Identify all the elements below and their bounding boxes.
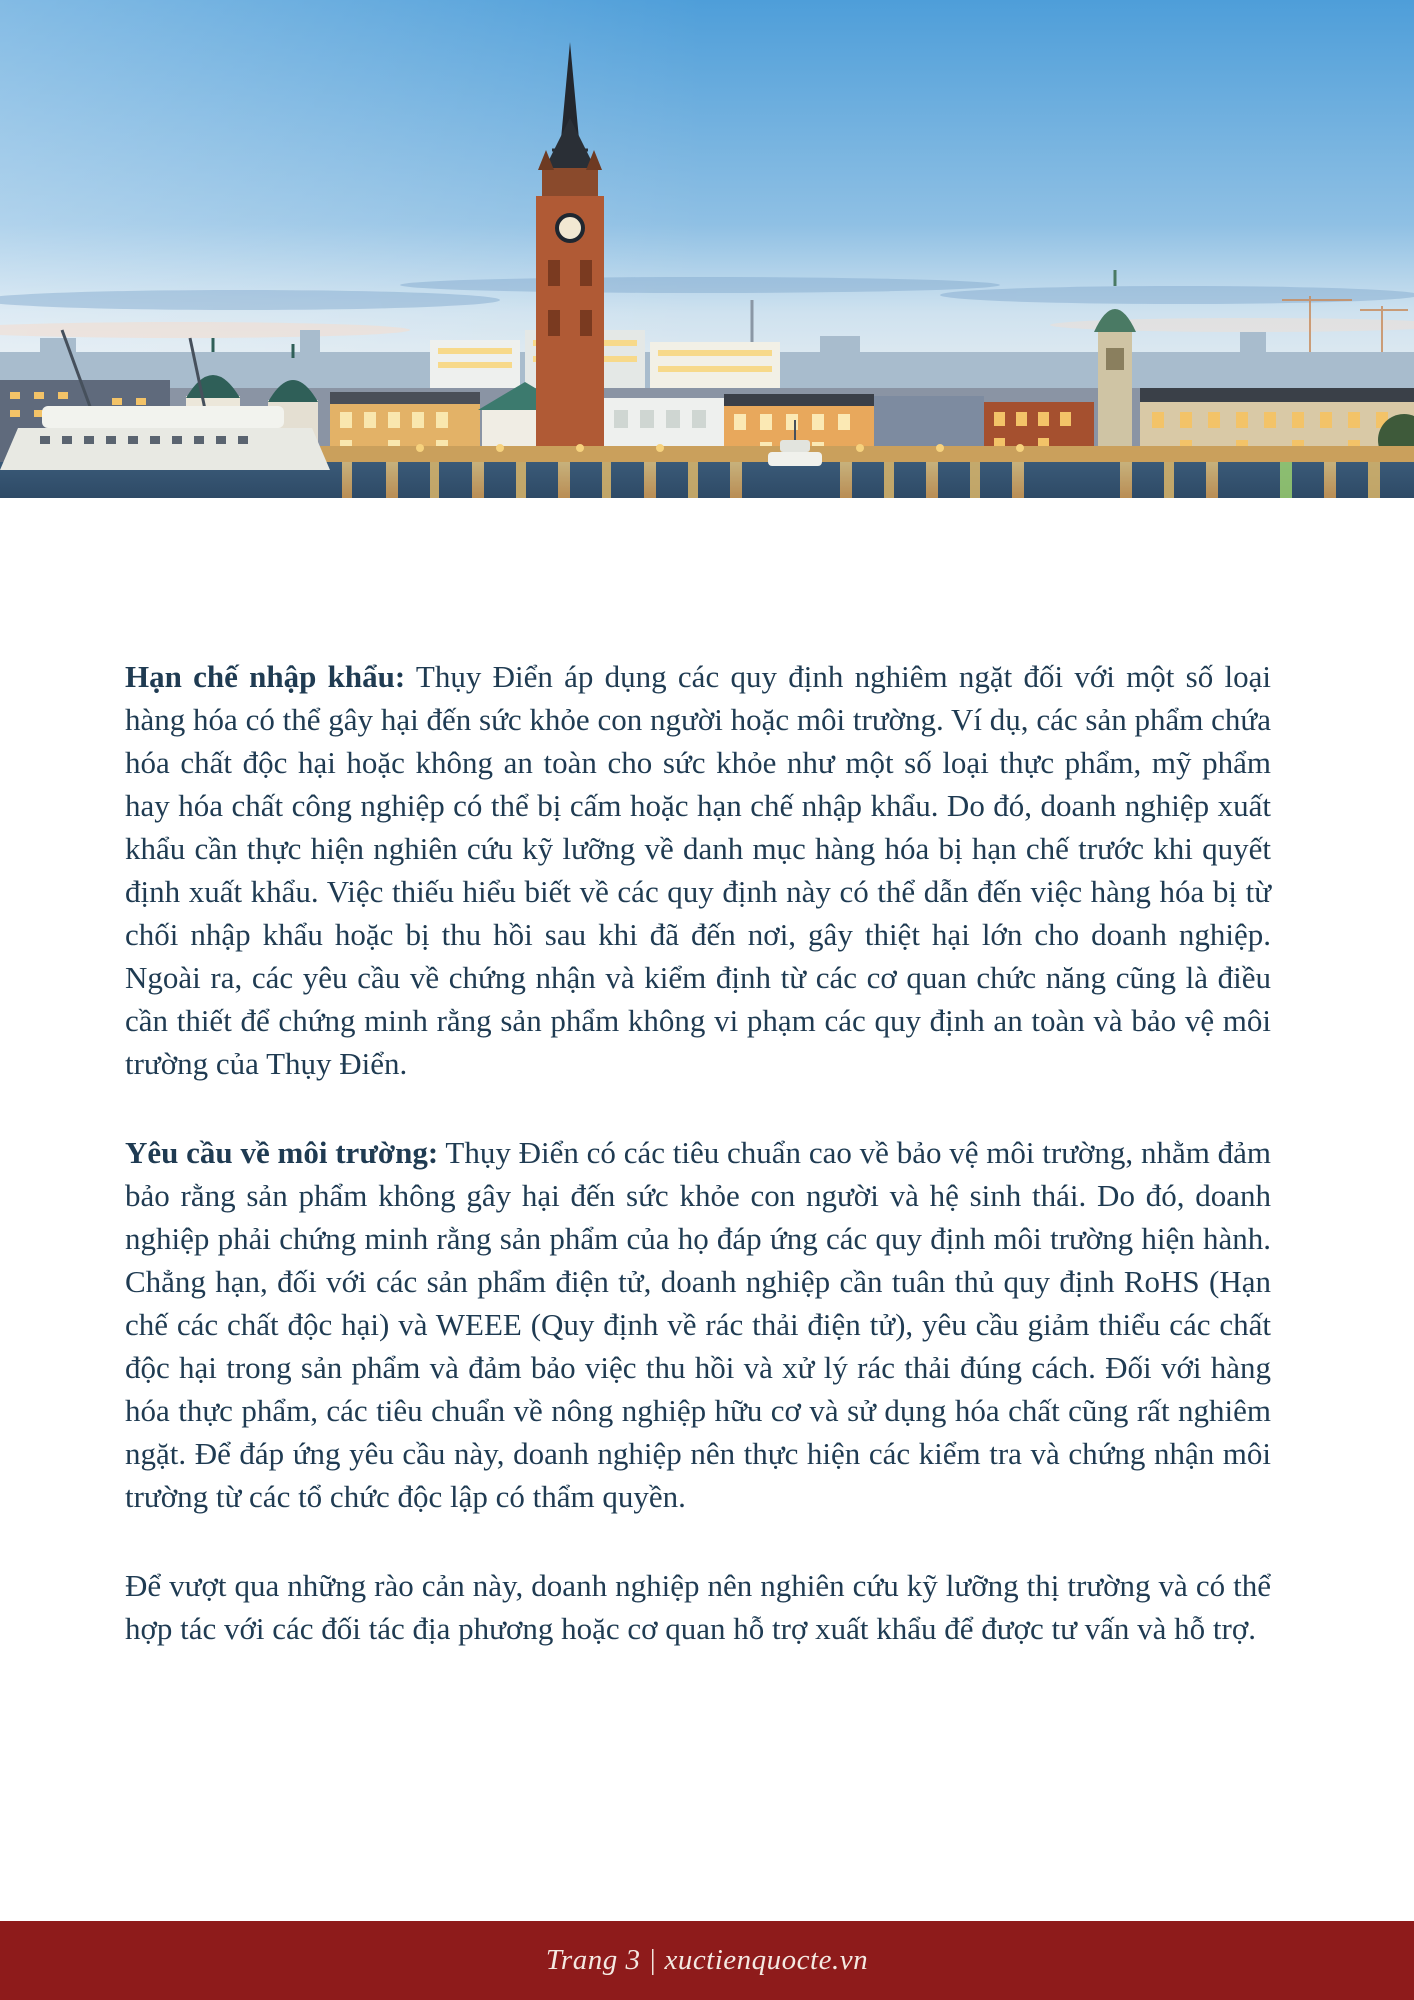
paragraph-lead-import-restrictions: Hạn chế nhập khẩu: (125, 659, 406, 694)
paragraph-body-conclusion: Để vượt qua những rào cản này, doanh nghiệp nên nghiên cứu kỹ lưỡng thị trường và có thể hợp tác với các đối tác địa phương hoặc cơ quan hỗ trợ xuất khẩu để được tư vấn và hỗ trợ. (125, 1568, 1271, 1646)
paragraph-environmental-requirements (125, 1131, 1271, 1518)
page-content (125, 655, 1271, 1696)
page-footer (0, 1921, 1414, 2000)
paragraph-body-import-restrictions: Thụy Điển áp dụng các quy định nghiêm ngặt đối với một số loại hàng hóa có thể gây hại đến sức khỏe con người hoặc môi trường. Ví dụ, các sản phẩm chứa hóa chất độc hại hoặc không an toàn cho sức khỏe như một số loại thực phẩm, mỹ phẩm hay hóa chất công nghiệp có thể bị cấm hoặc hạn chế nhập khẩu. Do đó, doanh nghiệp xuất khẩu cần thực hiện nghiên cứu kỹ lưỡng về danh mục hàng hóa bị hạn chế trước khi quyết định xuất khẩu. Việc thiếu hiểu biết về các quy định này có thể dẫn đến việc hàng hóa bị từ chối nhập khẩu hoặc bị thu hồi sau khi đã đến nơi, gây thiệt hại lớn cho doanh nghiệp. Ngoài ra, các yêu cầu về chứng nhận và kiểm định từ các cơ quan chức năng cũng là điều cần thiết để chứng minh rằng sản phẩm không vi phạm các quy định an toàn và bảo vệ môi trường của Thụy Điển. (125, 659, 1271, 1081)
footer-page-label: Trang 3 | xuctienquocte.vn (545, 1944, 869, 1976)
paragraph-lead-environmental-requirements: Yêu cầu về môi trường: (125, 1135, 439, 1170)
paragraph-import-restrictions (125, 655, 1271, 1085)
stockholm-skyline-illustration (0, 0, 1414, 498)
paragraph-body-environmental-requirements: Thụy Điển có các tiêu chuẩn cao về bảo vệ môi trường, nhằm đảm bảo rằng sản phẩm không gây hại đến sức khỏe con người và hệ sinh thái. Do đó, doanh nghiệp phải chứng minh rằng sản phẩm của họ đáp ứng các quy định môi trường hiện hành. Chẳng hạn, đối với các sản phẩm điện tử, doanh nghiệp cần tuân thủ quy định RoHS (Hạn chế các chất độc hại) và WEEE (Quy định về rác thải điện tử), yêu cầu giảm thiểu các chất độc hại trong sản phẩm và đảm bảo việc thu hồi và xử lý rác thải đúng cách. Đối với hàng hóa thực phẩm, các tiêu chuẩn về nông nghiệp hữu cơ và sử dụng hóa chất cũng rất nghiêm ngặt. Để đáp ứng yêu cầu này, doanh nghiệp nên thực hiện các kiểm tra và chứng nhận môi trường từ các tổ chức độc lập có thẩm quyền. (125, 1135, 1272, 1514)
hero-photo (0, 0, 1414, 498)
paragraph-conclusion (125, 1564, 1271, 1650)
